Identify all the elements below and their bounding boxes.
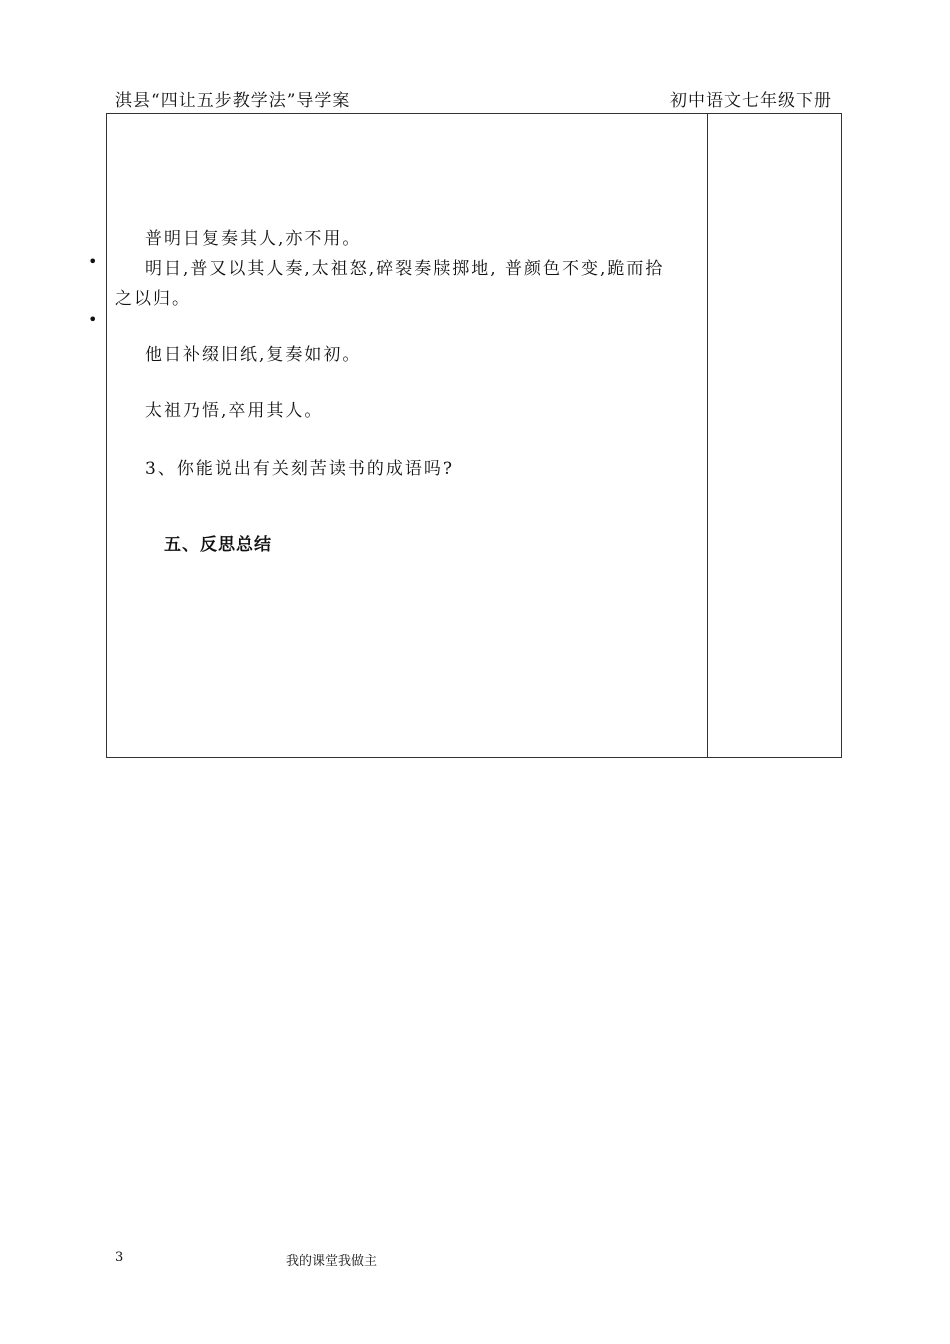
text-line: 之以归。 — [115, 289, 191, 309]
text-line: 明日,普又以其人奏,太祖怒,碎裂奏牍掷地, 普颜色不变,跪而拾 — [145, 259, 665, 279]
header-title: 淇县“四让五步教学法”导学案 — [115, 91, 351, 111]
column-divider — [707, 114, 708, 757]
text-line: 他日补缀旧纸,复奏如初。 — [145, 345, 362, 365]
question-text: 3、你能说出有关刻苦读书的成语吗? — [145, 459, 454, 479]
section-heading: 五、反思总结 — [164, 535, 272, 555]
text-line: 普明日复奏其人,亦不用。 — [145, 229, 362, 249]
header-subtitle: 初中语文七年级下册 — [670, 91, 832, 111]
list-bullet: • — [88, 310, 98, 329]
list-bullet: • — [88, 252, 98, 271]
content-table — [106, 113, 842, 758]
page-number: 3 — [115, 1250, 124, 1265]
text-line: 太祖乃悟,卒用其人。 — [145, 401, 324, 421]
footer-motto: 我的课堂我做主 — [286, 1254, 378, 1269]
